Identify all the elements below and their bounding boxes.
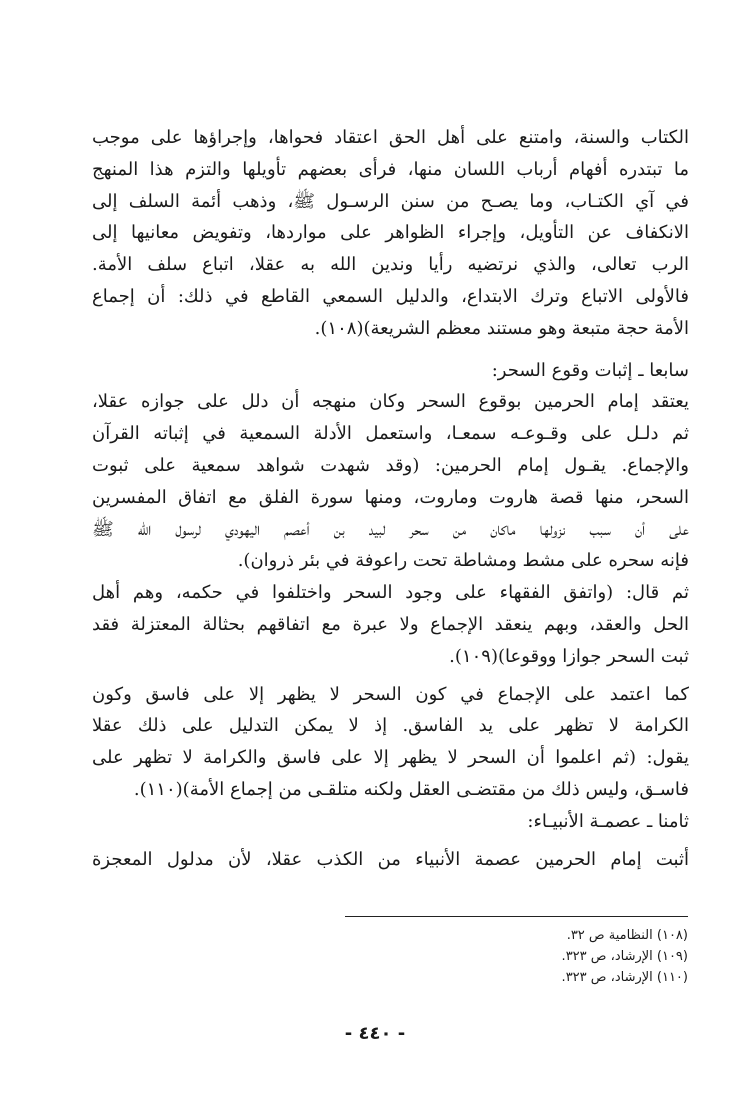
text-line: الكتاب والسنة، وامتنع على أهل الحق اعتقاد فحواها، وإجراؤها على موجب xyxy=(92,127,689,148)
footnote-110: (١١٠) الإرشاد، ص ٣٢٣. xyxy=(561,970,688,985)
text-line: أثبت إمام الحرمين عصمة الأنبياء من الكذب عقلا، لأن مدلول المعجزة xyxy=(92,848,689,870)
text-line: الحل والعقد، وبهم ينعقد الإجماع ولا عبرة مع اتفاقهم بحثالة المعتزلة فقد xyxy=(92,613,689,635)
text-line: ثم دلـل على وقـوعـه سمعـا، واستعمل الأدلة السمعية في إثباته القرآن xyxy=(92,423,689,445)
text-line: ثبت السحر جوازا ووقوعا)(١٠٩). xyxy=(449,645,689,667)
text-line: فإنه سحره على مشط ومشاطة تحت راعوفة في بئر ذروان). xyxy=(237,550,689,572)
text-line: الأمة حجة متبعة وهو مستند معظم الشريعة)(١٠٨). xyxy=(314,317,689,339)
footnote-108: (١٠٨) النظامية ص ٣٢. xyxy=(566,928,688,943)
text-line: الانكفاف عن التأويل، وإجراء الظواهر على مواردها، وتفويض معانيها إلى xyxy=(92,222,689,244)
footnote-divider xyxy=(345,916,688,917)
footnote-109: (١٠٩) الإرشاد، ص ٣٢٣. xyxy=(561,949,688,964)
section-heading-prophets: ثامنا ـ عصمـة الأنبيـاء: xyxy=(527,810,689,832)
footnotes xyxy=(340,925,688,988)
text-line: كما اعتمد على الإجماع في كون السحر لا يظهر إلا على فاسق وكون xyxy=(92,683,689,705)
page-number: - ٤٤٠ - xyxy=(344,1023,406,1044)
text-line: يعتقد إمام الحرمين بوقوع السحر وكان منهجه أن دلل على جوازه عقلا، xyxy=(92,391,689,413)
text-line: على أن سبب نزولها ماكان من سحر لبيد بن أعصم اليهودي لرسول الله ﷺ xyxy=(92,518,689,540)
main-text xyxy=(92,122,689,875)
text-line: السحر، منها قصة هاروت وماروت، ومنها سورة الفلق مع اتفاق المفسرين xyxy=(92,486,689,508)
text-line: الكرامة لا تظهر على يد الفاسق. إذ لا يمكن التدليل على ذلك عقلا xyxy=(92,715,689,737)
text-line: ثم قال: (واتفق الفقهاء على وجود السحر واختلفوا في حكمه، وهم أهل xyxy=(92,582,689,604)
text-line: فاسـق، وليس ذلك من مقتضـى العقل ولكنه متلقـى من إجماع الأمة)(١١٠). xyxy=(133,778,689,800)
text-line: ما تبتدره أفهام أرباب اللسان منها، فرأى بعضهم تأويلها والتزم هذا المنهج xyxy=(92,158,689,180)
section-heading-magic: سابعا ـ إثبات وقوع السحر: xyxy=(491,359,689,381)
text-line: فالأولى الاتباع وترك الابتداع، والدليل السمعي القاطع في ذلك: أن إجماع xyxy=(92,285,689,307)
text-line: في آي الكتـاب، وما يصـح من سنن الرسـول ﷺ، وذهب أئمة السلف إلى xyxy=(92,190,689,212)
text-line: والإجماع. يقـول إمام الحرمين: (وقد شهدت شواهد سمعية على ثبوت xyxy=(92,454,689,476)
text-line: الرب تعالى، والذي نرتضيه رأيا وندين الله به عقلا، اتباع سلف الأمة. xyxy=(92,254,689,276)
text-line: يقول: (ثم اعلموا أن السحر لا يظهر إلا على فاسق والكرامة لا تظهر على xyxy=(92,747,689,769)
